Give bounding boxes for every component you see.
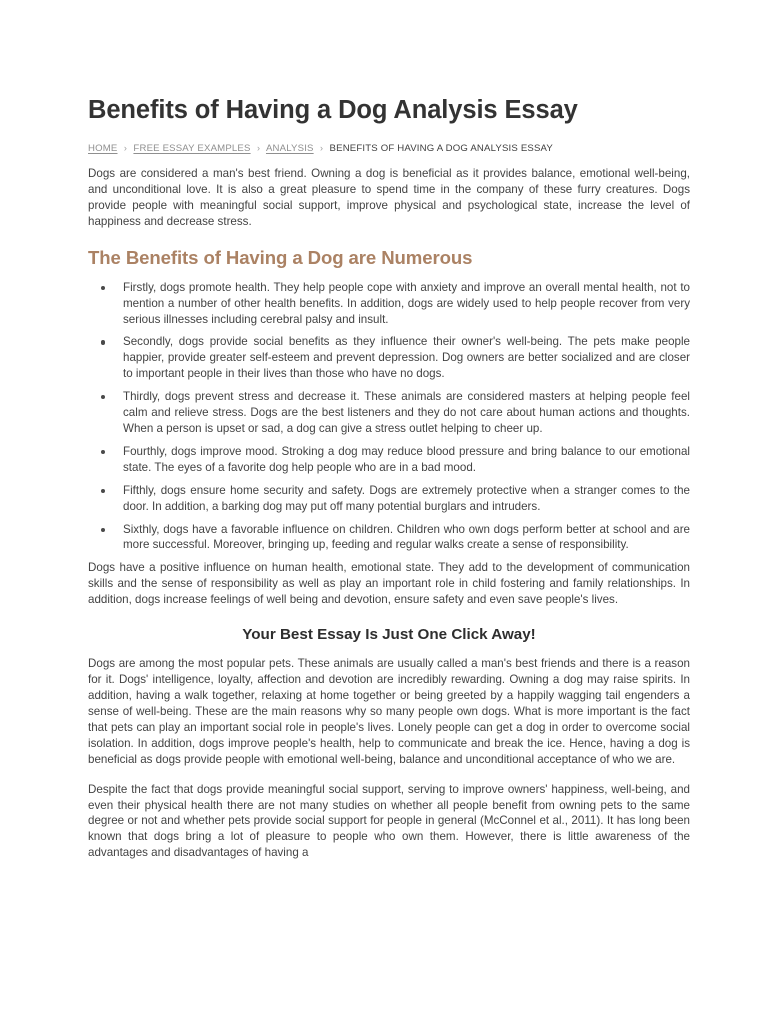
list-item-text: Firstly, dogs promote health. They help people cope with anxiety and improve an overall mental health, not to mention a number of other health benefits. In addition, dogs are widely used to help people recover from very serious illnesses including cerebral palsy and insult. <box>123 280 690 326</box>
intro-paragraph: Dogs are considered a man's best friend. Owning a dog is beneficial as it provides balance, emotional well-being, and unconditional love. It is also a great pleasure to spend time in the company of these furry creatures. Dogs provide people with meaningful social support, improve physical and psychological state, increase the level of happiness and decrease stress. <box>88 166 690 228</box>
breadcrumb-item-current: BENEFITS OF HAVING A DOG ANALYSIS ESSAY <box>329 143 554 155</box>
list-item-text: Sixthly, dogs have a favorable influence on children. Children who own dogs perform better at school and are more successful. Moreover, bringing up, feeding and regular walks create a sense of responsibility. <box>123 522 690 552</box>
section-heading-cta: Your Best Essay Is Just One Click Away! <box>242 626 536 644</box>
section-heading-benefits: The Benefits of Having a Dog are Numerous <box>88 247 473 269</box>
breadcrumb-separator-icon: › <box>256 143 261 154</box>
list-item-text: Fifthly, dogs ensure home security and safety. Dogs are extremely protective when a stranger comes to the door. In addition, a barking dog may put off many potential burglars and intruders. <box>123 483 690 513</box>
breadcrumb <box>88 143 690 155</box>
benefits-closing-paragraph: Dogs have a positive influence on human health, emotional state. They add to the development of communication skills and the sense of responsibility as well as play an important role in child fostering and family relationships. In addition, dogs increase feelings of well being and devotion, ensure safety and even save people's lives. <box>88 561 690 607</box>
benefits-list <box>88 280 690 554</box>
bullet-icon <box>101 395 105 399</box>
paragraph-spacer <box>88 774 690 782</box>
list-item <box>88 522 690 554</box>
breadcrumb-separator-icon: › <box>319 143 324 154</box>
list-item-text: Secondly, dogs provide social benefits as they influence their owner's well-being. The pets make people happier, provide greater self-esteem and prevent depression. Dog owners are better socialized and are closer to important people in their lives than those who have no dogs. <box>123 335 690 381</box>
list-item <box>88 483 690 515</box>
bullet-icon <box>101 489 105 493</box>
list-item <box>88 334 690 382</box>
breadcrumb-item-home[interactable]: HOME <box>88 143 118 155</box>
bullet-icon <box>101 450 105 454</box>
breadcrumb-item-free-essay-examples[interactable]: FREE ESSAY EXAMPLES <box>133 143 251 155</box>
bullet-icon <box>101 286 105 290</box>
list-item <box>88 444 690 476</box>
breadcrumb-item-analysis[interactable]: ANALYSIS <box>265 143 314 155</box>
list-item <box>88 389 690 437</box>
body-paragraph-1: Dogs are among the most popular pets. These animals are usually called a man's best friends and there is a reason for it. Dogs' intelligence, loyalty, affection and devotion are incredibly rewarding. Owning a dog may raise spirits. In addition, having a walk together, relaxing at home together or being greeted by a happily wagging tail engenders a sense of well-being. These are the main reasons why so many people own dogs. What is more important is the fact that pets can play an important social role in people's lives. Lonely people can get a dog in order to overcome social isolation. In addition, dogs improve people's health, help to communicate and break the ice. Hence, having a dog is beneficial as dogs provide people with emotional well-being, balance and unconditional acceptance of who we are. <box>88 657 690 766</box>
bullet-icon <box>101 528 105 532</box>
breadcrumb-separator-icon: › <box>123 143 128 154</box>
page-title: Benefits of Having a Dog Analysis Essay <box>88 96 578 124</box>
body-paragraph-2: Despite the fact that dogs provide meaningful social support, serving to improve owners' happiness, well-being, and even their physical health there are not many studies on whether all people benefit from owning pets to the same degree or not and whether pets provide social support for people in general (McConnel et al., 2011). It has long been known that dogs bring a lot of pleasure to people who own them. However, there is little awareness of the advantages and disadvantages of having a <box>88 782 690 860</box>
list-item-text: Thirdly, dogs prevent stress and decrease it. These animals are considered masters at helping people feel calm and relieve stress. Dogs are the best listeners and they do not care about human actions and thoughts. When a person is upset or sad, a dog can give a stress outlet helping to cheer up. <box>123 390 690 435</box>
list-item <box>88 280 690 328</box>
bullet-icon <box>101 340 105 344</box>
list-item-text: Fourthly, dogs improve mood. Stroking a dog may reduce blood pressure and bring balance to our emotional state. The eyes of a favorite dog help people who are in a bad mood. <box>123 444 690 474</box>
